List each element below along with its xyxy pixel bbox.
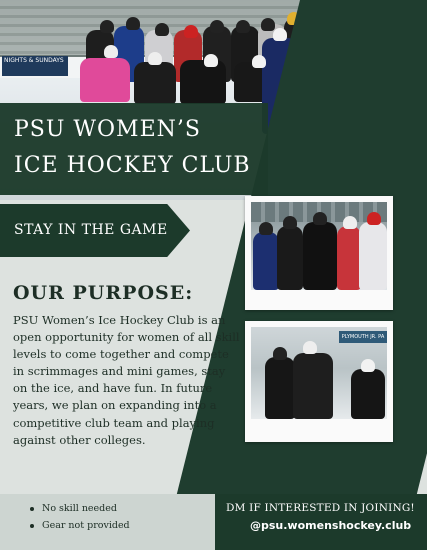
bullet-icon [30, 524, 34, 528]
helmet-icon [148, 52, 162, 65]
player [277, 226, 303, 290]
helmet-icon [313, 212, 327, 225]
helmet-icon [252, 55, 266, 68]
page-title-line1: PSU WOMEN’S [14, 117, 201, 142]
requirements-list [30, 500, 130, 534]
helmet-icon [155, 23, 169, 36]
helmet-icon [210, 20, 224, 33]
player [351, 369, 385, 419]
helmet-icon [367, 212, 381, 225]
helmet-icon [273, 347, 287, 360]
helmet-icon [100, 20, 114, 33]
page-title-line2: ICE HOCKEY CLUB [14, 153, 251, 178]
purpose-heading: OUR PURPOSE: [13, 282, 194, 304]
photo-players-group [251, 202, 387, 290]
player [253, 232, 279, 290]
social-handle: @psu.womenshockey.club [250, 519, 412, 532]
player [265, 357, 295, 419]
helmet-icon [236, 20, 250, 33]
call-to-action: DM IF INTERESTED IN JOINING! [226, 502, 415, 514]
helmet-icon [184, 25, 198, 38]
bullet-icon [30, 507, 34, 511]
team-photo-polaroid-1 [245, 196, 393, 310]
helmet-icon [126, 17, 140, 30]
player [337, 226, 361, 290]
helmet-icon [204, 54, 218, 67]
helmet-icon [283, 216, 297, 229]
list-item [30, 500, 130, 517]
player [359, 222, 387, 290]
helmet-icon [343, 216, 357, 229]
photo-players-bench [251, 327, 387, 419]
player [180, 60, 226, 104]
board-ad-left: NIGHTS & SUNDAYS [2, 56, 68, 76]
player [80, 58, 130, 102]
rink-sign: PLYMOUTH JR. PA [339, 331, 387, 343]
helmet-icon [261, 18, 275, 31]
player [293, 353, 333, 419]
helmet-icon [361, 359, 375, 372]
list-item-label: Gear not provided [42, 520, 130, 531]
player [134, 62, 176, 104]
purpose-body: PSU Women’s Ice Hockey Club is an open opportunity for women of all skill levels to come together and compete in scrimmages and mini games, stay on the ice, and have fun. In future years, we plan on expanding into a competitive club team and playing against other colleges. [13, 313, 240, 447]
helmet-icon [273, 28, 287, 41]
list-item [30, 517, 130, 534]
tagline: STAY IN THE GAME [14, 222, 168, 238]
helmet-icon [259, 222, 273, 235]
helmet-icon [303, 341, 317, 354]
team-photo-polaroid-2 [245, 321, 393, 442]
helmet-icon [104, 45, 118, 58]
list-item-label: No skill needed [42, 503, 117, 514]
player [303, 222, 337, 290]
